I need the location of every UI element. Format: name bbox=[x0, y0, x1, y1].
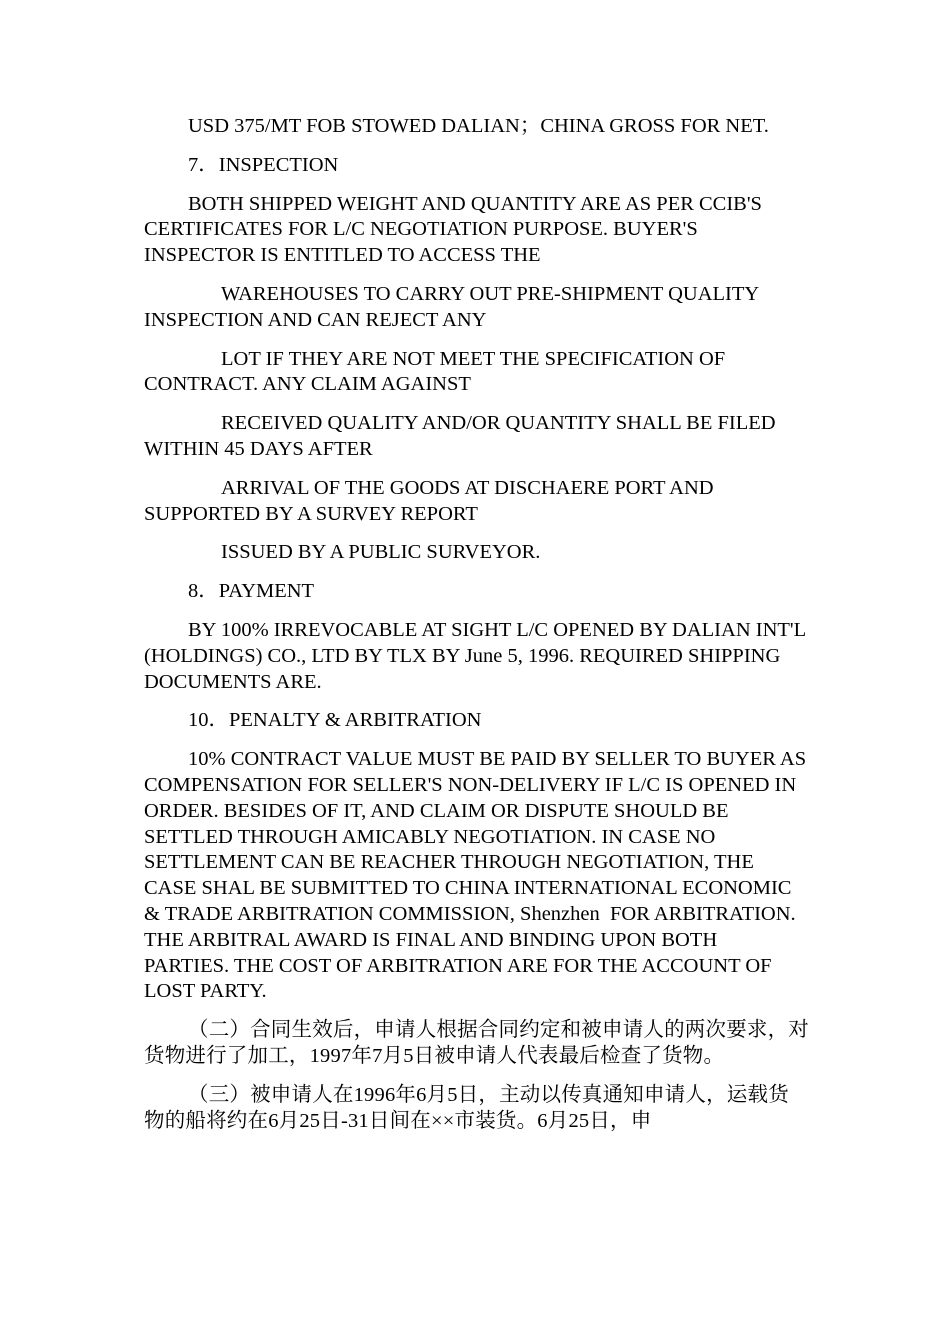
section-heading-inspection: 7．INSPECTION bbox=[188, 153, 339, 176]
inspection-paragraph-surveyor: ISSUED BY A PUBLIC SURVEYOR. bbox=[221, 541, 541, 564]
section-heading-penalty: 10．PENALTY & ARBITRATION bbox=[188, 709, 482, 732]
inspection-paragraph: BOTH SHIPPED WEIGHT AND QUANTITY ARE AS PER CCIB'S CERTIFICATES FOR L/C NEGOTIATION PURPOSE. BUYER'S INSPECTOR IS ENTITLED TO ACCESS THE bbox=[144, 192, 768, 267]
document-page bbox=[144, 114, 812, 1147]
inspection-paragraph-arrival: ARRIVAL OF THE GOODS AT DISCHAERE PORT AND SUPPORTED BY A SURVEY REPORT bbox=[144, 476, 719, 525]
payment-paragraph: BY 100% IRREVOCABLE AT SIGHT L/C OPENED BY DALIAN INT'L (HOLDINGS) CO., LTD BY TLX BY June 5, 1996. REQUIRED SHIPPING DOCUMENTS ARE. bbox=[144, 618, 811, 693]
fact-paragraph-two: （二）合同生效后，申请人根据合同约定和被申请人的两次要求，对货物进行了加工，1997年7月5日被申请人代表最后检查了货物。 bbox=[144, 1019, 809, 1067]
inspection-paragraph-warehouses: WAREHOUSES TO CARRY OUT PRE-SHIPMENT QUALITY INSPECTION AND CAN REJECT ANY bbox=[144, 282, 764, 331]
price-term-paragraph: USD 375/MT FOB STOWED DALIAN；CHINA GROSS FOR NET. bbox=[188, 115, 769, 137]
penalty-paragraph: 10% CONTRACT VALUE MUST BE PAID BY SELLER TO BUYER AS COMPENSATION FOR SELLER'S NON-DELIVERY IF L/C IS OPENED IN ORDER. BESIDES OF IT, AND CLAIM OR DISPUTE SHOULD BE SETTLED THROUGH AMICABLY NEGOTIATION. IN CASE NO SETTLEMENT CAN BE REACHER THROUGH NEGOTIATION, THE CASE SHAL BE SUBMITTED TO CHINA INTERNATIONAL ECONOMIC & TRADE ARBITRATION COMMISSION, Shenzhen FOR ARBITRATION. THE ARBITRAL AWARD IS FINAL AND BINDING UPON BOTH PARTIES. THE COST OF ARBITRATION ARE FOR THE ACCOUNT OF LOST PARTY. bbox=[144, 748, 812, 1003]
inspection-paragraph-lot: LOT IF THEY ARE NOT MEET THE SPECIFICATION OF CONTRACT. ANY CLAIM AGAINST bbox=[144, 347, 731, 396]
inspection-paragraph-claim: RECEIVED QUALITY AND/OR QUANTITY SHALL BE FILED WITHIN 45 DAYS AFTER bbox=[144, 412, 781, 460]
section-heading-payment: 8．PAYMENT bbox=[188, 580, 315, 603]
fact-paragraph-three: （三）被申请人在1996年6月5日，主动以传真通知申请人，运载货物的船将约在6月25日-31日间在××市装货。6月25日，申 bbox=[144, 1083, 789, 1132]
